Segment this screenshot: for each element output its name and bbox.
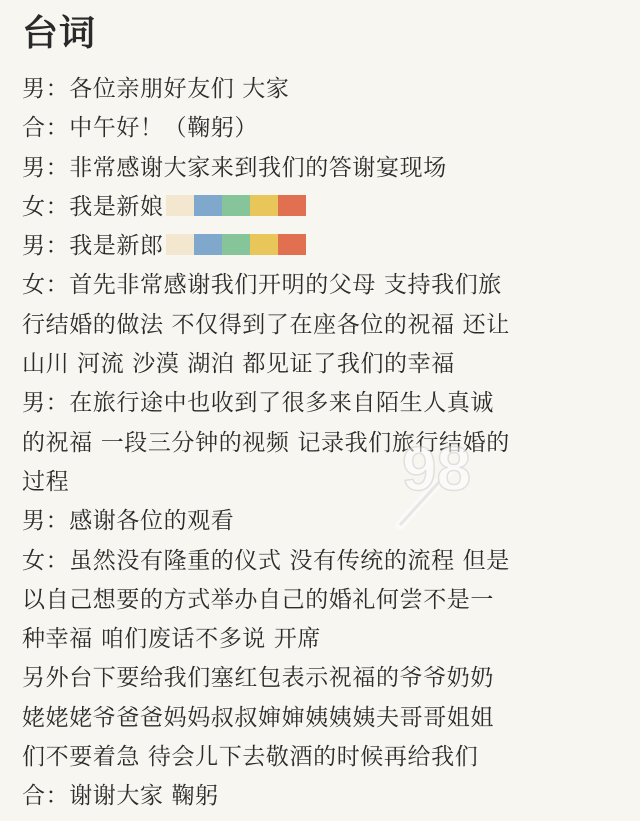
script-line: 女：虽然没有隆重的仪式 没有传统的流程 但是 [22,547,510,574]
script-line: 行结婚的做法 不仅得到了在座各位的祝福 还让 [22,311,510,338]
script-line: 过程 [22,468,70,495]
script-line: 男：我是新郎 [22,227,622,266]
script-line: 女：首先非常感谢我们开明的父母 支持我们旅 [22,272,502,299]
script-line: 另外台下要给我们塞红包表示祝福的爷爷奶奶 [22,665,494,692]
script-line: 合：中午好！（鞠躬） [22,115,258,142]
script-line: 男：感谢各位的观看 [22,508,235,535]
watermark-text: 98 [402,435,471,504]
redaction-bar [166,229,306,250]
script-line: 合：谢谢大家 鞠躬 [22,783,219,810]
script-line: 男：在旅行途中也收到了很多来自陌生人真诚 [22,390,494,417]
script-line: 女：我是新娘 [22,188,622,227]
script-line: 种幸福 咱们废话不多说 开席 [22,626,322,653]
script-line: 男：各位亲朋好友们 大家 [22,76,290,102]
script-line: 以自己想要的方式举办自己的婚礼何尝不是一 [22,586,494,613]
script-line: 山川 河流 沙漠 湖泊 都见证了我们的幸福 [22,351,455,378]
script-line: 姥姥姥爷爸爸妈妈叔叔婶婶姨姨姨夫哥哥姐姐 [22,704,494,731]
script-line: 男：非常感谢大家来到我们的答谢宴现场 [22,154,447,181]
script-line: 的祝福 一段三分钟的视频 记录我们旅行结婚的 [22,429,510,456]
script-line: 们不要着急 待会儿下去敬酒的时候再给我们 [22,744,479,771]
fm-98-watermark-icon [380,415,550,535]
document-title: 台词 [22,13,97,54]
redaction-bar [166,190,306,211]
